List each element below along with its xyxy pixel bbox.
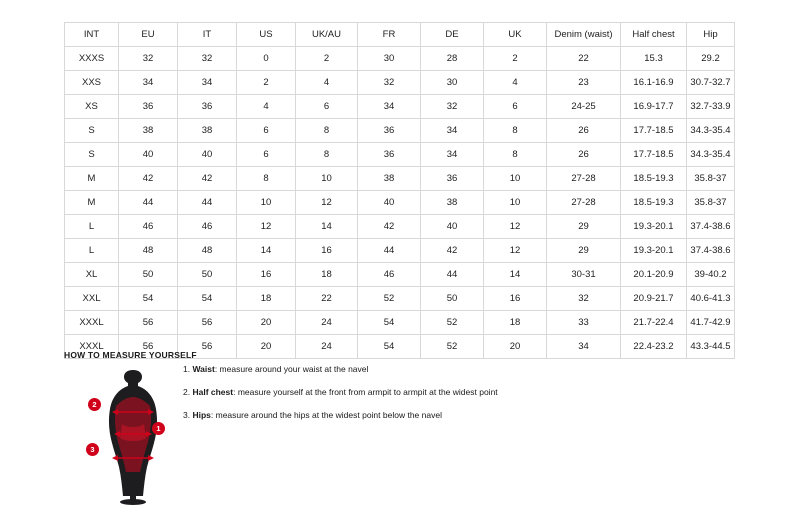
column-header-it: IT bbox=[178, 23, 237, 47]
cell-hip: 35.8-37 bbox=[687, 191, 735, 215]
mannequin-body bbox=[109, 370, 157, 505]
cell-de: 28 bbox=[421, 47, 484, 71]
table-row bbox=[65, 71, 735, 95]
column-header-uk-au: UK/AU bbox=[296, 23, 358, 47]
cell-half-chest: 20.1-20.9 bbox=[621, 263, 687, 287]
cell-de: 38 bbox=[421, 191, 484, 215]
cell-int: S bbox=[65, 143, 119, 167]
cell-it: 50 bbox=[178, 263, 237, 287]
cell-hip: 30.7-32.7 bbox=[687, 71, 735, 95]
cell-uk: 14 bbox=[484, 263, 547, 287]
cell-int: XXXL bbox=[65, 311, 119, 335]
cell-uk-au: 4 bbox=[296, 71, 358, 95]
cell-us: 20 bbox=[237, 335, 296, 359]
step-number: 2. bbox=[183, 387, 191, 397]
table-row bbox=[65, 143, 735, 167]
cell-denim-waist: 32 bbox=[547, 287, 621, 311]
cell-fr: 54 bbox=[358, 335, 421, 359]
cell-us: 20 bbox=[237, 311, 296, 335]
cell-uk-au: 24 bbox=[296, 311, 358, 335]
cell-int: M bbox=[65, 191, 119, 215]
cell-de: 30 bbox=[421, 71, 484, 95]
cell-uk: 10 bbox=[484, 167, 547, 191]
cell-eu: 38 bbox=[119, 119, 178, 143]
cell-hip: 39-40.2 bbox=[687, 263, 735, 287]
table-row bbox=[65, 191, 735, 215]
cell-eu: 42 bbox=[119, 167, 178, 191]
cell-uk-au: 6 bbox=[296, 95, 358, 119]
step-term: Hips bbox=[192, 410, 211, 420]
cell-half-chest: 17.7-18.5 bbox=[621, 119, 687, 143]
cell-eu: 46 bbox=[119, 215, 178, 239]
cell-it: 42 bbox=[178, 167, 237, 191]
table-header-row bbox=[65, 23, 735, 47]
measure-badge-1: 1 bbox=[152, 422, 165, 435]
cell-eu: 56 bbox=[119, 311, 178, 335]
cell-de: 40 bbox=[421, 215, 484, 239]
column-header-int: INT bbox=[65, 23, 119, 47]
table-row bbox=[65, 119, 735, 143]
cell-uk-au: 8 bbox=[296, 119, 358, 143]
cell-hip: 34.3-35.4 bbox=[687, 143, 735, 167]
cell-fr: 40 bbox=[358, 191, 421, 215]
cell-hip: 41.7-42.9 bbox=[687, 311, 735, 335]
cell-uk: 8 bbox=[484, 119, 547, 143]
cell-fr: 46 bbox=[358, 263, 421, 287]
step-term: Waist bbox=[192, 364, 215, 374]
cell-half-chest: 20.9-21.7 bbox=[621, 287, 687, 311]
table-row bbox=[65, 95, 735, 119]
cell-it: 34 bbox=[178, 71, 237, 95]
cell-uk-au: 8 bbox=[296, 143, 358, 167]
cell-uk-au: 10 bbox=[296, 167, 358, 191]
cell-us: 6 bbox=[237, 143, 296, 167]
measure-badge-3: 3 bbox=[86, 443, 99, 456]
cell-denim-waist: 27-28 bbox=[547, 167, 621, 191]
cell-it: 44 bbox=[178, 191, 237, 215]
step-text: : measure around your waist at the navel bbox=[214, 364, 369, 374]
cell-fr: 44 bbox=[358, 239, 421, 263]
cell-eu: 36 bbox=[119, 95, 178, 119]
step-term: Half chest bbox=[192, 387, 234, 397]
column-header-denim-waist: Denim (waist) bbox=[547, 23, 621, 47]
cell-hip: 32.7-33.9 bbox=[687, 95, 735, 119]
cell-de: 32 bbox=[421, 95, 484, 119]
cell-it: 40 bbox=[178, 143, 237, 167]
cell-it: 54 bbox=[178, 287, 237, 311]
step-number: 1. bbox=[183, 364, 191, 374]
cell-half-chest: 16.9-17.7 bbox=[621, 95, 687, 119]
cell-hip: 34.3-35.4 bbox=[687, 119, 735, 143]
cell-eu: 32 bbox=[119, 47, 178, 71]
cell-us: 0 bbox=[237, 47, 296, 71]
cell-hip: 35.8-37 bbox=[687, 167, 735, 191]
cell-fr: 36 bbox=[358, 143, 421, 167]
column-header-half-chest: Half chest bbox=[621, 23, 687, 47]
cell-half-chest: 22.4-23.2 bbox=[621, 335, 687, 359]
cell-hip: 43.3-44.5 bbox=[687, 335, 735, 359]
cell-de: 52 bbox=[421, 311, 484, 335]
cell-it: 56 bbox=[178, 335, 237, 359]
cell-uk-au: 12 bbox=[296, 191, 358, 215]
column-header-uk: UK bbox=[484, 23, 547, 47]
cell-us: 6 bbox=[237, 119, 296, 143]
cell-fr: 54 bbox=[358, 311, 421, 335]
how-to-measure-heading: HOW TO MEASURE YOURSELF bbox=[64, 350, 197, 360]
mannequin-illustration bbox=[78, 364, 191, 506]
cell-fr: 38 bbox=[358, 167, 421, 191]
measure-step bbox=[183, 364, 613, 375]
cell-fr: 34 bbox=[358, 95, 421, 119]
cell-int: XS bbox=[65, 95, 119, 119]
cell-hip: 37.4-38.6 bbox=[687, 239, 735, 263]
cell-int: M bbox=[65, 167, 119, 191]
cell-it: 48 bbox=[178, 239, 237, 263]
cell-eu: 56 bbox=[119, 335, 178, 359]
cell-denim-waist: 34 bbox=[547, 335, 621, 359]
cell-it: 46 bbox=[178, 215, 237, 239]
cell-us: 18 bbox=[237, 287, 296, 311]
table-row bbox=[65, 263, 735, 287]
cell-us: 10 bbox=[237, 191, 296, 215]
cell-half-chest: 16.1-16.9 bbox=[621, 71, 687, 95]
cell-half-chest: 17.7-18.5 bbox=[621, 143, 687, 167]
cell-de: 52 bbox=[421, 335, 484, 359]
cell-us: 14 bbox=[237, 239, 296, 263]
cell-int: XXXS bbox=[65, 47, 119, 71]
table-header bbox=[65, 23, 735, 47]
column-header-hip: Hip bbox=[687, 23, 735, 47]
cell-uk-au: 18 bbox=[296, 263, 358, 287]
cell-uk: 12 bbox=[484, 215, 547, 239]
cell-denim-waist: 22 bbox=[547, 47, 621, 71]
cell-fr: 42 bbox=[358, 215, 421, 239]
size-conversion-table bbox=[64, 22, 735, 359]
column-header-fr: FR bbox=[358, 23, 421, 47]
cell-de: 42 bbox=[421, 239, 484, 263]
cell-uk-au: 22 bbox=[296, 287, 358, 311]
cell-half-chest: 18.5-19.3 bbox=[621, 191, 687, 215]
cell-int: XXXL bbox=[65, 335, 119, 359]
cell-uk: 10 bbox=[484, 191, 547, 215]
cell-int: XXS bbox=[65, 71, 119, 95]
cell-it: 32 bbox=[178, 47, 237, 71]
cell-hip: 37.4-38.6 bbox=[687, 215, 735, 239]
cell-denim-waist: 29 bbox=[547, 215, 621, 239]
cell-int: S bbox=[65, 119, 119, 143]
cell-half-chest: 15.3 bbox=[621, 47, 687, 71]
cell-denim-waist: 24-25 bbox=[547, 95, 621, 119]
column-header-de: DE bbox=[421, 23, 484, 47]
cell-eu: 40 bbox=[119, 143, 178, 167]
cell-denim-waist: 30-31 bbox=[547, 263, 621, 287]
cell-half-chest: 19.3-20.1 bbox=[621, 239, 687, 263]
table-row bbox=[65, 311, 735, 335]
cell-uk-au: 24 bbox=[296, 335, 358, 359]
cell-denim-waist: 33 bbox=[547, 311, 621, 335]
cell-de: 44 bbox=[421, 263, 484, 287]
cell-uk: 8 bbox=[484, 143, 547, 167]
column-header-eu: EU bbox=[119, 23, 178, 47]
cell-uk: 16 bbox=[484, 287, 547, 311]
cell-uk: 20 bbox=[484, 335, 547, 359]
cell-fr: 36 bbox=[358, 119, 421, 143]
cell-int: XXL bbox=[65, 287, 119, 311]
cell-half-chest: 21.7-22.4 bbox=[621, 311, 687, 335]
cell-denim-waist: 27-28 bbox=[547, 191, 621, 215]
cell-hip: 29.2 bbox=[687, 47, 735, 71]
cell-eu: 48 bbox=[119, 239, 178, 263]
cell-us: 12 bbox=[237, 215, 296, 239]
cell-denim-waist: 26 bbox=[547, 119, 621, 143]
cell-de: 34 bbox=[421, 143, 484, 167]
cell-it: 36 bbox=[178, 95, 237, 119]
measure-steps-list bbox=[183, 364, 613, 433]
size-table-container bbox=[64, 22, 734, 359]
cell-uk-au: 14 bbox=[296, 215, 358, 239]
table-row bbox=[65, 215, 735, 239]
cell-fr: 32 bbox=[358, 71, 421, 95]
cell-uk: 12 bbox=[484, 239, 547, 263]
measure-step bbox=[183, 410, 613, 421]
table-row bbox=[65, 167, 735, 191]
cell-uk-au: 2 bbox=[296, 47, 358, 71]
cell-uk-au: 16 bbox=[296, 239, 358, 263]
cell-int: XL bbox=[65, 263, 119, 287]
cell-us: 4 bbox=[237, 95, 296, 119]
cell-half-chest: 19.3-20.1 bbox=[621, 215, 687, 239]
measure-step bbox=[183, 387, 613, 398]
cell-de: 36 bbox=[421, 167, 484, 191]
step-text: : measure yourself at the front from armpit to armpit at the widest point bbox=[233, 387, 498, 397]
cell-uk: 18 bbox=[484, 311, 547, 335]
cell-hip: 40.6-41.3 bbox=[687, 287, 735, 311]
step-number: 3. bbox=[183, 410, 191, 420]
cell-eu: 54 bbox=[119, 287, 178, 311]
cell-int: L bbox=[65, 239, 119, 263]
cell-int: L bbox=[65, 215, 119, 239]
cell-uk: 4 bbox=[484, 71, 547, 95]
cell-uk: 6 bbox=[484, 95, 547, 119]
cell-fr: 52 bbox=[358, 287, 421, 311]
cell-it: 56 bbox=[178, 311, 237, 335]
cell-denim-waist: 26 bbox=[547, 143, 621, 167]
cell-denim-waist: 29 bbox=[547, 239, 621, 263]
cell-it: 38 bbox=[178, 119, 237, 143]
cell-eu: 44 bbox=[119, 191, 178, 215]
cell-de: 34 bbox=[421, 119, 484, 143]
cell-fr: 30 bbox=[358, 47, 421, 71]
cell-denim-waist: 23 bbox=[547, 71, 621, 95]
table-row bbox=[65, 287, 735, 311]
cell-us: 2 bbox=[237, 71, 296, 95]
cell-us: 8 bbox=[237, 167, 296, 191]
step-text: : measure around the hips at the widest point below the navel bbox=[210, 410, 442, 420]
table-body bbox=[65, 47, 735, 359]
cell-eu: 50 bbox=[119, 263, 178, 287]
cell-uk: 2 bbox=[484, 47, 547, 71]
cell-us: 16 bbox=[237, 263, 296, 287]
cell-half-chest: 18.5-19.3 bbox=[621, 167, 687, 191]
column-header-us: US bbox=[237, 23, 296, 47]
measure-badge-2: 2 bbox=[88, 398, 101, 411]
table-row bbox=[65, 47, 735, 71]
table-row bbox=[65, 239, 735, 263]
cell-de: 50 bbox=[421, 287, 484, 311]
cell-eu: 34 bbox=[119, 71, 178, 95]
